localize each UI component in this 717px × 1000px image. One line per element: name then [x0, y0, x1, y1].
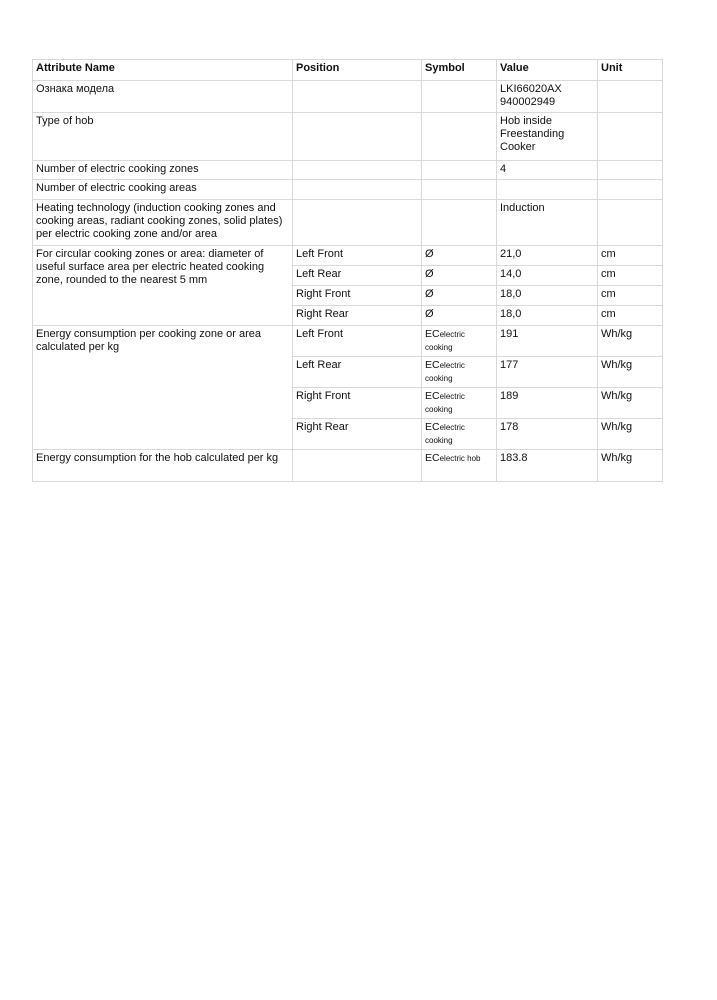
value-cell: 191 [497, 326, 598, 357]
value-cell: 14,0 [497, 266, 598, 286]
value-line: Freestanding [500, 128, 565, 140]
symbol-subscript: electric hob [439, 454, 481, 463]
value-line: 940002949 [500, 96, 556, 108]
symbol-main: EC [425, 421, 440, 433]
symbol-main: EC [425, 359, 440, 371]
symbol-cell: Ø [422, 306, 497, 326]
attr-cell: Number of electric cooking areas [33, 180, 293, 200]
symbol-cell [422, 419, 497, 450]
unit-cell: Wh/kg [598, 419, 663, 450]
position-cell: Right Rear [293, 419, 422, 450]
value-cell: 21,0 [497, 246, 598, 266]
table-row [33, 113, 663, 161]
symbol-subscript: electric cooking [425, 330, 465, 352]
attr-cell: Energy consumption for the hob calculated per kg [33, 450, 293, 482]
table-row [33, 450, 663, 482]
symbol-cell: Ø [422, 266, 497, 286]
attr-cell: Ознака модела [33, 81, 293, 113]
unit-cell: cm [598, 306, 663, 326]
unit-cell: Wh/kg [598, 357, 663, 388]
symbol-subscript: electric cooking [425, 423, 465, 445]
attr-cell: Number of electric cooking zones [33, 161, 293, 180]
header-row [33, 60, 663, 81]
value-cell: 177 [497, 357, 598, 388]
symbol-cell [422, 357, 497, 388]
symbol-subscript: electric cooking [425, 361, 465, 383]
symbol-main: EC [425, 452, 440, 464]
attr-cell: Type of hob [33, 113, 293, 161]
attr-cell: Heating technology (induction cooking zones and cooking areas, radiant cooking zones, solid plates) per electric cooking zone and/or area [33, 200, 293, 246]
symbol-cell [422, 326, 497, 357]
value-cell: 18,0 [497, 306, 598, 326]
table-row [33, 81, 663, 113]
position-cell: Right Front [293, 286, 422, 306]
table-row [33, 180, 663, 200]
unit-cell: Wh/kg [598, 450, 663, 482]
header-symbol: Symbol [422, 60, 497, 81]
unit-cell: cm [598, 246, 663, 266]
value-cell: 189 [497, 388, 598, 419]
symbol-subscript: electric cooking [425, 392, 465, 414]
value-line: Cooker [500, 141, 536, 153]
value-line: LKI66020AX [500, 83, 562, 95]
value-cell: Induction [497, 200, 598, 246]
symbol-main: EC [425, 390, 440, 402]
unit-cell: cm [598, 266, 663, 286]
header-position: Position [293, 60, 422, 81]
symbol-cell: Ø [422, 286, 497, 306]
position-cell: Right Front [293, 388, 422, 419]
unit-cell: Wh/kg [598, 326, 663, 357]
value-cell [497, 113, 598, 161]
symbol-cell [422, 450, 497, 482]
value-cell: 183.8 [497, 450, 598, 482]
position-cell: Left Front [293, 326, 422, 357]
value-cell: 18,0 [497, 286, 598, 306]
table-row [33, 161, 663, 180]
unit-cell: Wh/kg [598, 388, 663, 419]
header-unit: Unit [598, 60, 663, 81]
position-cell: Left Rear [293, 357, 422, 388]
value-cell [497, 81, 598, 113]
table-row [33, 326, 663, 357]
attr-cell: Energy consumption per cooking zone or area calculated per kg [33, 326, 293, 450]
table-row [33, 246, 663, 266]
value-cell: 178 [497, 419, 598, 450]
table-row [33, 200, 663, 246]
unit-cell: cm [598, 286, 663, 306]
header-value: Value [497, 60, 598, 81]
product-information-table [32, 59, 663, 482]
value-cell: 4 [497, 161, 598, 180]
symbol-cell: Ø [422, 246, 497, 266]
position-cell: Left Rear [293, 266, 422, 286]
position-cell: Right Rear [293, 306, 422, 326]
header-attribute: Attribute Name [33, 60, 293, 81]
value-line: Hob inside [500, 115, 552, 127]
position-cell: Left Front [293, 246, 422, 266]
symbol-cell [422, 388, 497, 419]
symbol-main: EC [425, 328, 440, 340]
attr-cell: For circular cooking zones or area: diameter of useful surface area per electric heated cooking zone, rounded to the nearest 5 mm [33, 246, 293, 326]
